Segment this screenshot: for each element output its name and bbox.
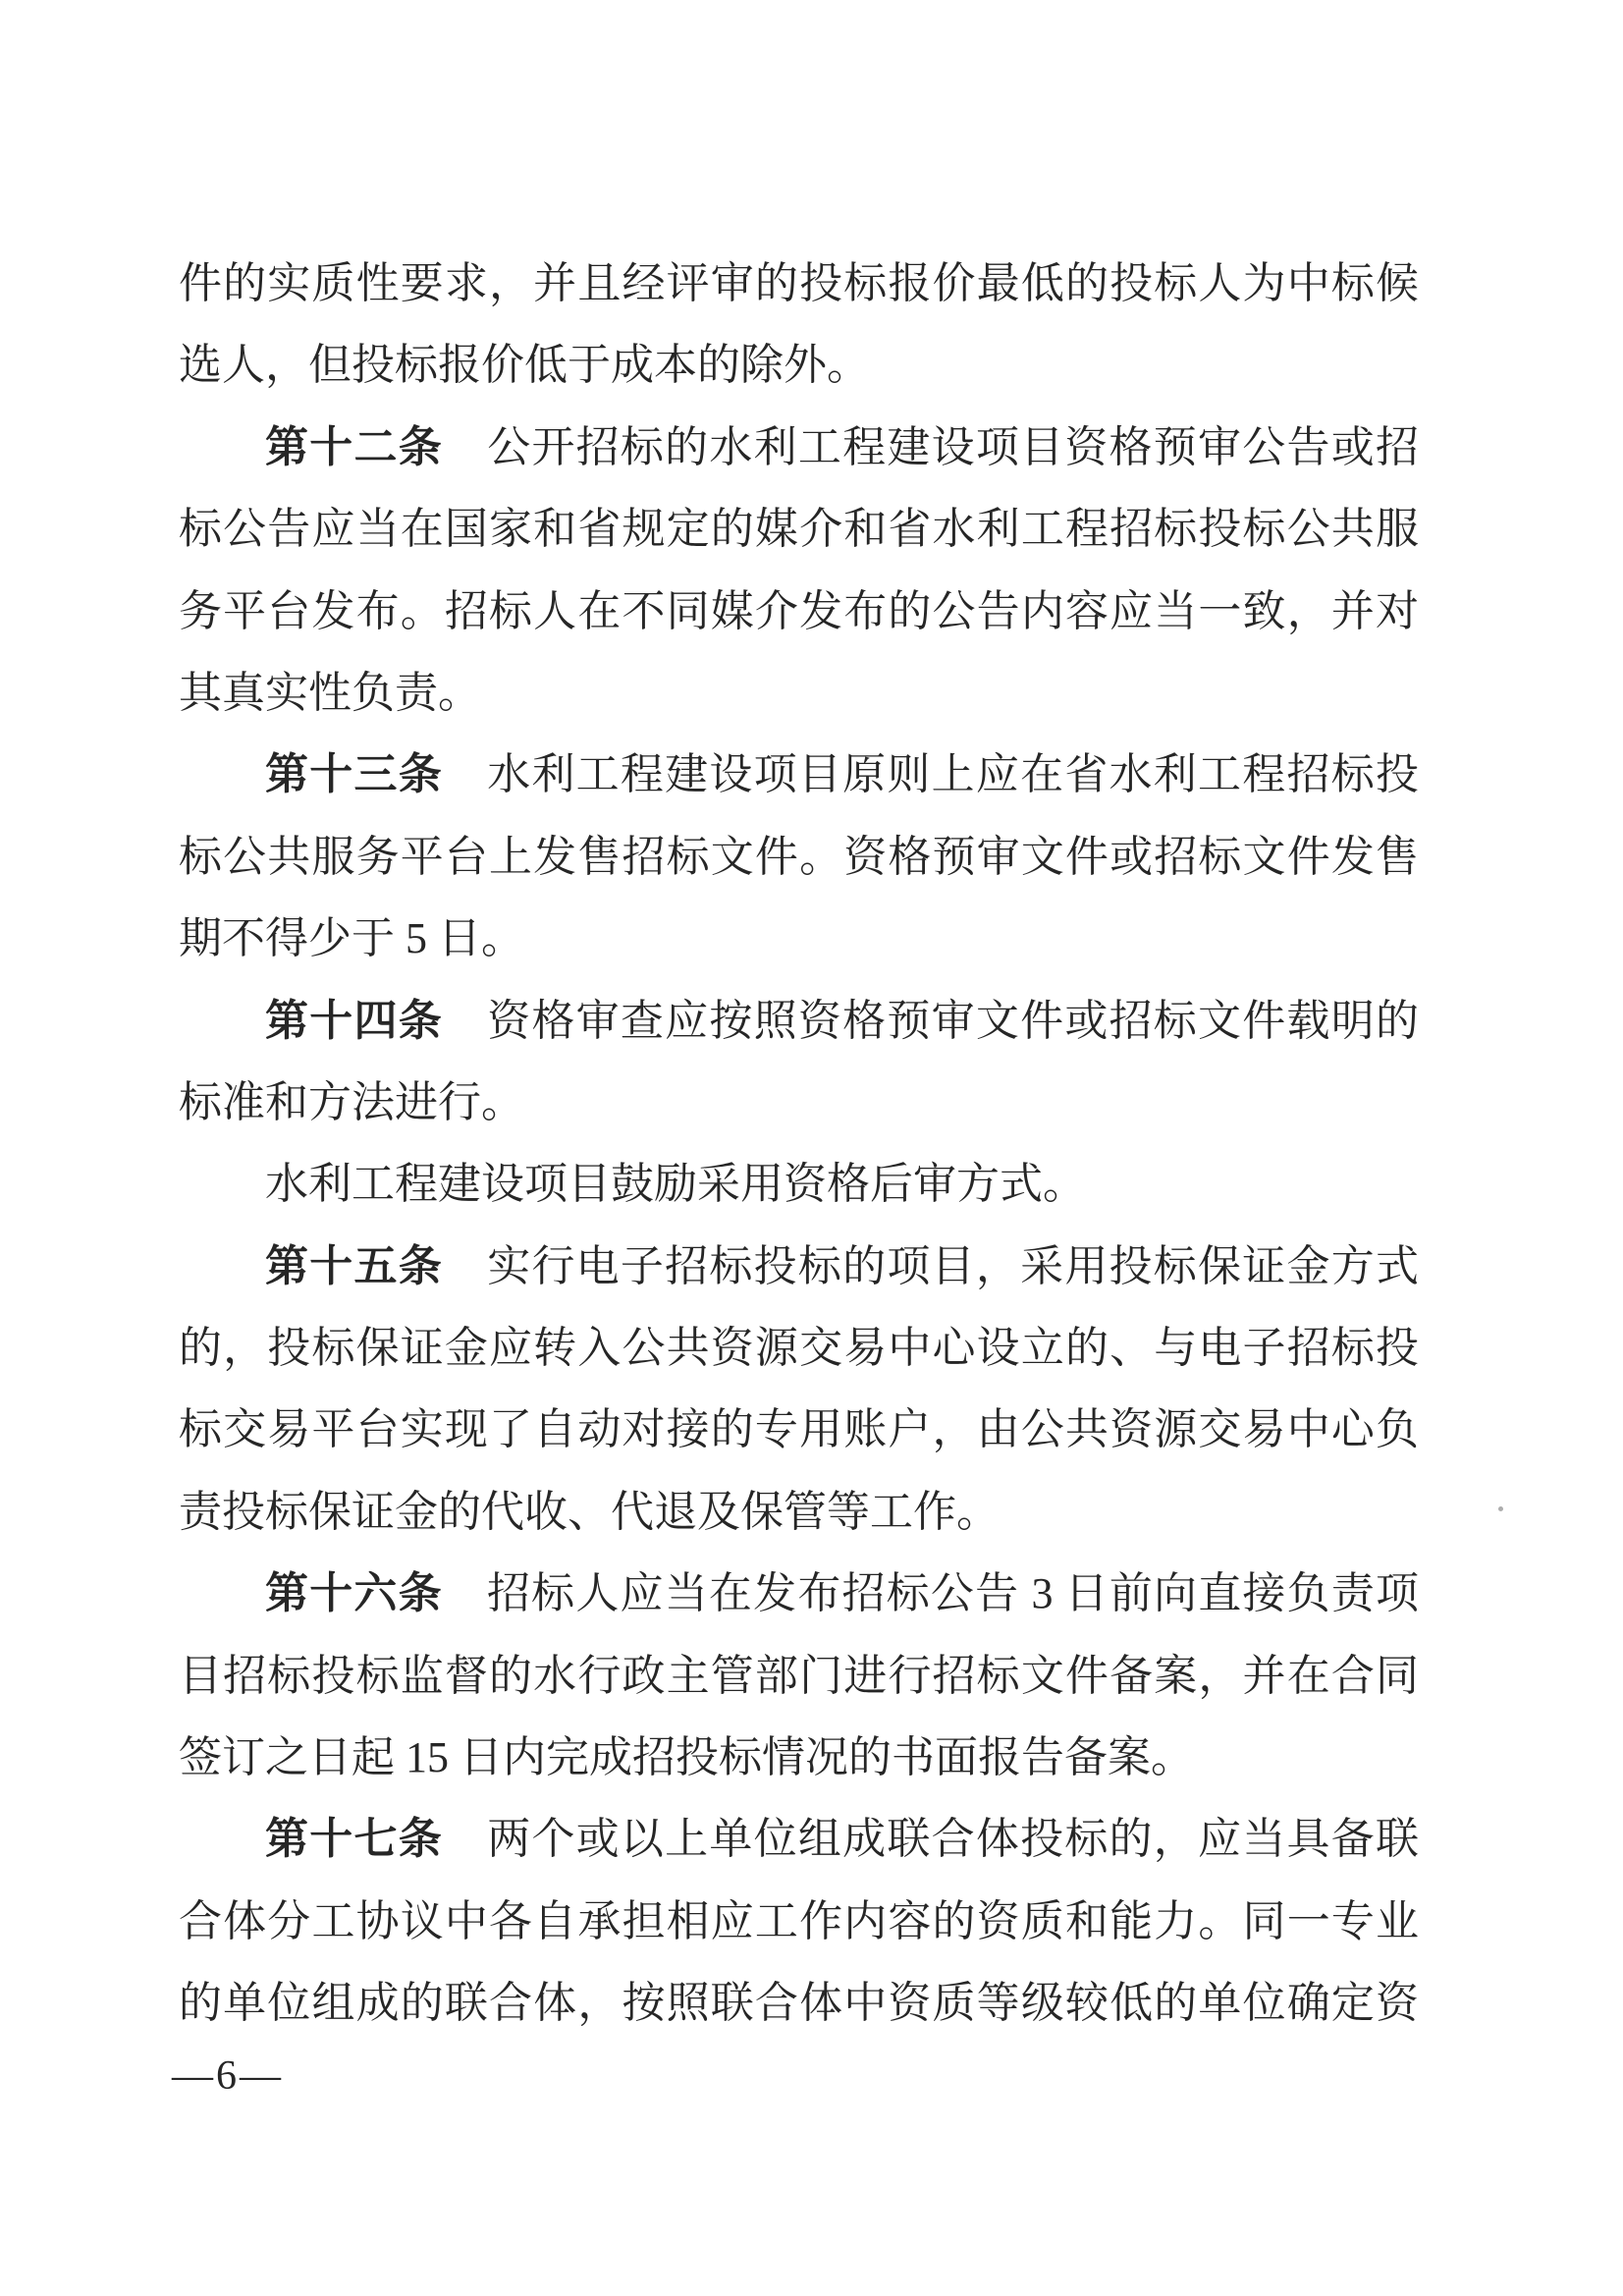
text-line-article-15 — [179, 1226, 1419, 1307]
article-number: 第十二条 — [265, 422, 488, 471]
text-line — [179, 1635, 1419, 1717]
line-text: 标公告应当在国家和省规定的媒介和省水利工程招标投标公共服 — [179, 505, 1419, 554]
text-line — [179, 571, 1419, 652]
text-line — [179, 816, 1419, 898]
text-line — [179, 1471, 1419, 1553]
line-text: 水利工程建设项目鼓励采用资格后审方式。 — [265, 1160, 1086, 1209]
page-number: —6— — [172, 2053, 284, 2099]
text-line-article-16 — [179, 1553, 1419, 1634]
text-line — [179, 1717, 1419, 1798]
line-text: 件的实质性要求，并且经评审的投标报价最低的投标人为中标候 — [179, 259, 1419, 307]
article-number: 第十五条 — [265, 1241, 488, 1290]
line-text: 资格审查应按照资格预审文件或招标文件载明的 — [487, 996, 1420, 1045]
line-text: 的单位组成的联合体，按照联合体中资质等级较低的单位确定资 — [179, 1979, 1419, 2028]
line-text: 责投标保证金的代收、代退及保管等工作。 — [179, 1487, 1000, 1536]
text-line — [179, 488, 1419, 570]
text-line-article-14 — [179, 980, 1419, 1062]
text-line — [179, 1389, 1419, 1470]
line-text: 务平台发布。招标人在不同媒介发布的公告内容应当一致，并对 — [179, 586, 1419, 635]
text-line — [179, 1307, 1419, 1389]
article-number: 第十三条 — [265, 750, 488, 799]
line-text: 标交易平台实现了自动对接的专用账户，由公共资源交易中心负 — [179, 1405, 1419, 1454]
text-line — [179, 652, 1419, 734]
line-text: 其真实性负责。 — [179, 668, 481, 717]
line-text: 招标人应当在发布招标公告 3 日前向直接负责项 — [486, 1569, 1420, 1618]
scan-artifact-dot — [1498, 1506, 1503, 1511]
text-line-article-17 — [179, 1798, 1419, 1880]
line-text: 签订之日起 15 日内完成招投标情况的书面报告备案。 — [179, 1733, 1194, 1782]
text-line-article-12 — [179, 407, 1419, 488]
text-line — [179, 1062, 1419, 1143]
line-text: 选人，但投标报价低于成本的除外。 — [179, 341, 870, 390]
line-text: 公开招标的水利工程建设项目资格预审公告或招 — [487, 422, 1420, 471]
text-line — [179, 1881, 1419, 1962]
line-text: 合体分工协议中各自承担相应工作内容的资质和能力。同一专业 — [179, 1896, 1419, 1945]
text-line — [179, 1143, 1419, 1225]
article-number: 第十四条 — [265, 996, 488, 1045]
text-line-article-13 — [179, 734, 1419, 815]
line-text: 实行电子招标投标的项目，采用投标保证金方式 — [487, 1241, 1420, 1290]
text-line — [179, 1962, 1419, 2044]
line-text: 标公共服务平台上发售招标文件。资格预审文件或招标文件发售 — [179, 832, 1419, 881]
article-number: 第十七条 — [265, 1815, 488, 1864]
text-line — [179, 243, 1419, 324]
line-text: 水利工程建设项目原则上应在省水利工程招标投 — [487, 750, 1420, 799]
document-body — [179, 243, 1419, 2045]
article-number: 第十六条 — [265, 1569, 487, 1618]
text-line — [179, 898, 1419, 979]
line-text: 标准和方法进行。 — [179, 1077, 524, 1126]
text-line — [179, 324, 1419, 406]
line-text: 目招标投标监督的水行政主管部门进行招标文件备案，并在合同 — [179, 1651, 1419, 1700]
line-text: 两个或以上单位组成联合体投标的，应当具备联 — [487, 1815, 1420, 1864]
line-text: 期不得少于 5 日。 — [179, 914, 524, 963]
line-text: 的，投标保证金应转入公共资源交易中心设立的、与电子招标投 — [179, 1324, 1419, 1373]
